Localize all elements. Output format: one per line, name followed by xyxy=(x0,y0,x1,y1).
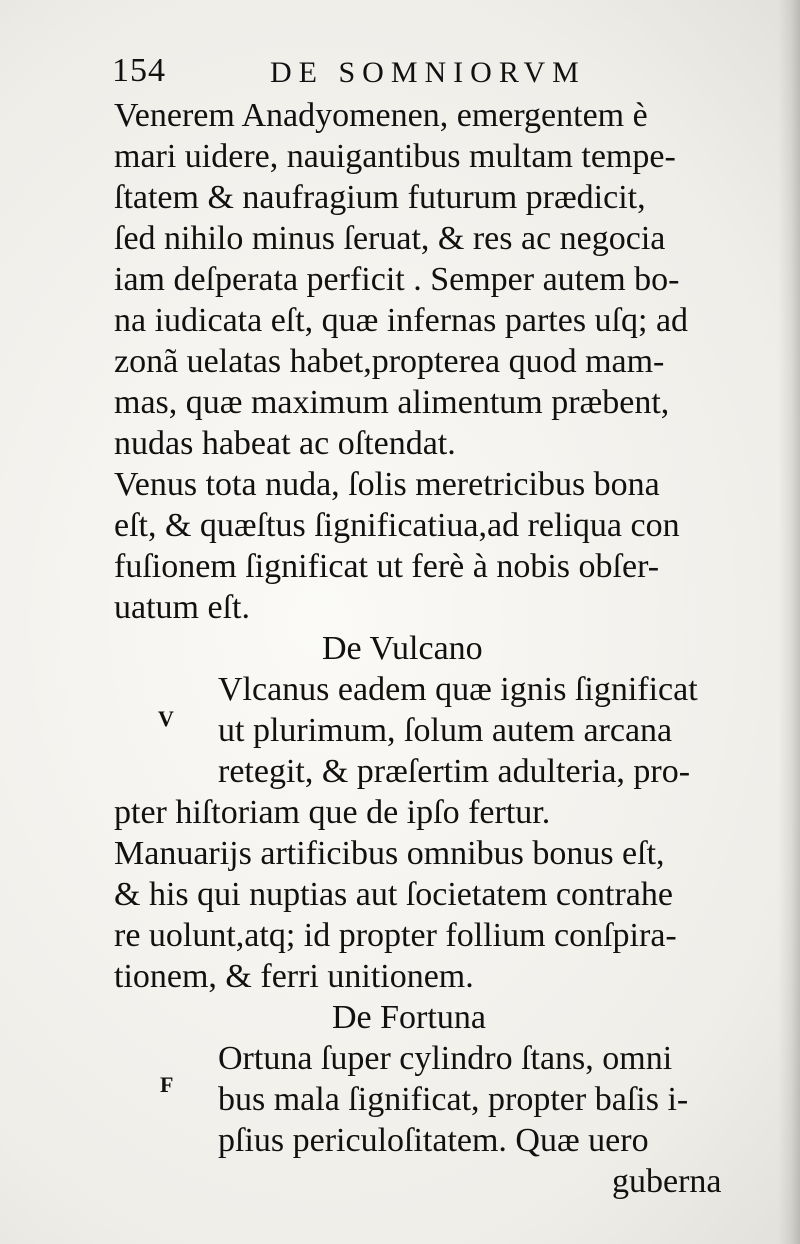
text-line: pter hiſtoriam que de ipſo fertur. xyxy=(114,794,551,831)
text-line: Ortuna ſuper cylindro ſtans, omni xyxy=(218,1040,673,1077)
running-title: DE SOMNIORVM xyxy=(270,56,586,89)
text-line: mas, quæ maximum alimentum præbent, xyxy=(114,384,670,421)
text-line: ſed nihilo minus ſeruat, & res ac negocia xyxy=(114,220,666,257)
text-line: iam deſperata perficit . Semper autem bo- xyxy=(114,261,680,298)
text-line: re uolunt,atq; id propter follium conſpira- xyxy=(114,917,677,954)
text-line: nudas habeat ac oſtendat. xyxy=(114,425,456,462)
text-line: retegit, & præſertim adulteria, pro- xyxy=(218,753,691,790)
guide-letter-v: V xyxy=(158,706,174,731)
text-line: uatum eſt. xyxy=(114,589,250,626)
text-line: fuſionem ſignificat ut ferè à nobis obſer- xyxy=(114,548,660,585)
section-heading-fortuna: De Fortuna xyxy=(332,999,486,1036)
text-line: pſius periculoſitatem. Quæ uero xyxy=(218,1122,649,1159)
page-header xyxy=(112,52,752,100)
text-line: Vlcanus eadem quæ ignis ſignificat xyxy=(218,671,698,708)
text-line: & his qui nuptias aut ſocietatem contrahe xyxy=(114,876,673,913)
text-line: ut plurimum, ſolum autem arcana xyxy=(218,712,673,749)
catchword: guberna xyxy=(612,1163,722,1200)
text-line: eſt, & quæſtus ſignificatiua,ad reliqua con xyxy=(114,507,680,544)
text-line: bus mala ſignificat, propter baſis i- xyxy=(218,1081,689,1118)
text-line: tionem, & ferri unitionem. xyxy=(114,958,474,995)
page-number: 154 xyxy=(112,52,166,89)
text-line: mari uidere, nauigantibus multam tempe- xyxy=(114,138,676,175)
text-line: Venerem Anadyomenen, emergentem è xyxy=(114,97,648,134)
text-line: zonã uelatas habet,propterea quod mam- xyxy=(114,343,665,380)
page-edge-shadow xyxy=(778,0,800,1244)
guide-letter-f: F xyxy=(160,1072,174,1097)
text-line: Manuarijs artificibus omnibus bonus eſt, xyxy=(114,835,665,872)
body-text xyxy=(114,95,754,1202)
section-heading-vulcano: De Vulcano xyxy=(322,630,483,667)
text-line: ſtatem & naufragium futurum prædicit, xyxy=(114,179,646,216)
text-line: na iudicata eſt, quæ infernas partes uſq; ad xyxy=(114,302,689,339)
text-line: Venus tota nuda, ſolis meretricibus bona xyxy=(114,466,660,503)
